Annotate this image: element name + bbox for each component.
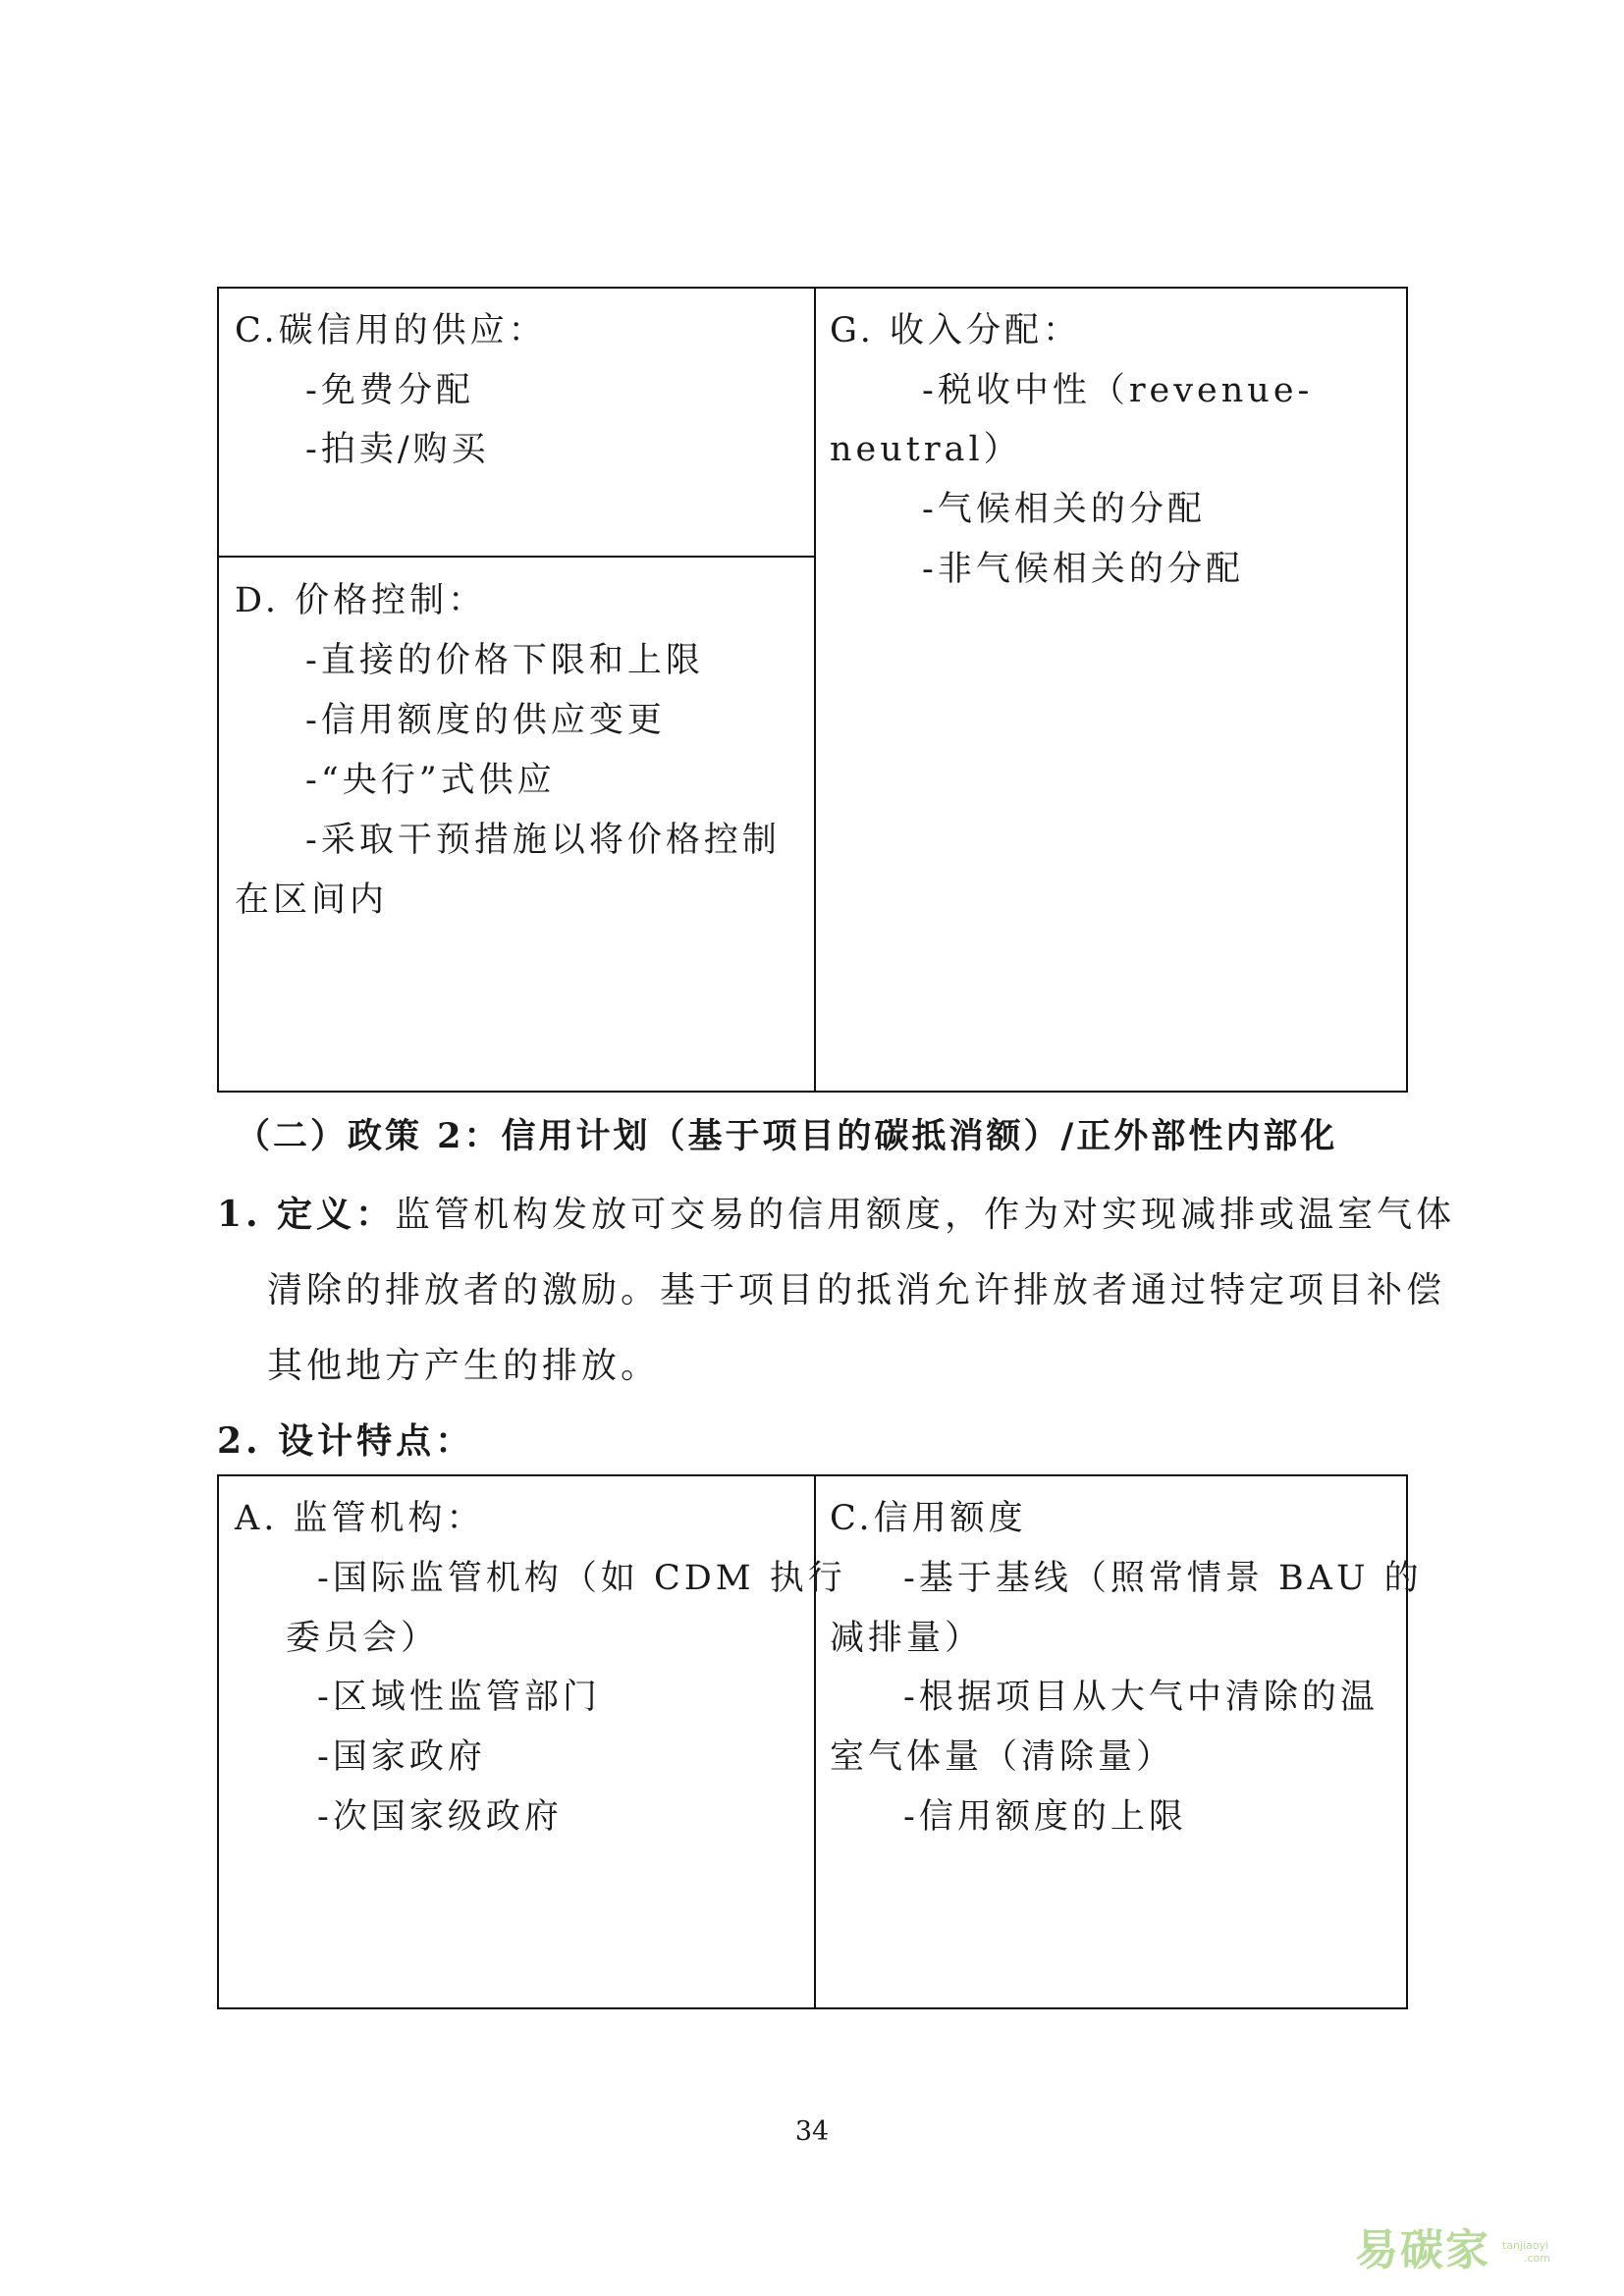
table-column-divider bbox=[814, 1476, 816, 2007]
cell-c2-item: -基于基线（照常情景 BAU 的 bbox=[903, 1559, 1423, 1598]
cell-a-item-continued: 委员会） bbox=[286, 1619, 440, 1658]
section-heading: （二）政策 2：信用计划（基于项目的碳抵消额）/正外部性内部化 bbox=[236, 1116, 1338, 1156]
cell-d-item: -直接的价格下限和上限 bbox=[305, 641, 704, 680]
cell-c2-item: -信用额度的上限 bbox=[903, 1797, 1187, 1837]
cell-d-item: -“央行”式供应 bbox=[305, 761, 556, 800]
cell-c-item: -免费分配 bbox=[305, 371, 474, 410]
watermark-main-text: 易碳家 bbox=[1355, 2225, 1490, 2275]
definition-label: 定义： bbox=[277, 1194, 396, 1235]
table-row-divider bbox=[219, 556, 815, 558]
page-number: 34 bbox=[794, 2116, 830, 2147]
cell-a-item: -国际监管机构（如 CDM 执行 bbox=[317, 1559, 846, 1598]
definition-line: 清除的排放者的激励。基于项目的抵消允许排放者通过特定项目补偿 bbox=[267, 1270, 1446, 1310]
definition-line: 其他地方产生的排放。 bbox=[267, 1346, 661, 1386]
design-features-heading: 2. 设计特点： bbox=[217, 1420, 475, 1462]
cell-g-item: -非气候相关的分配 bbox=[922, 550, 1244, 589]
cell-a-item: -国家政府 bbox=[317, 1737, 486, 1777]
cell-c2-item-continued: 减排量） bbox=[830, 1619, 984, 1658]
cell-d-item: -信用额度的供应变更 bbox=[305, 701, 666, 740]
watermark-domain-line: .com bbox=[1524, 2252, 1550, 2266]
table-column-divider bbox=[814, 289, 816, 1091]
cell-g-item: -气候相关的分配 bbox=[922, 490, 1206, 529]
cell-d-item-continued: 在区间内 bbox=[235, 881, 389, 920]
cell-g-title: G. 收入分配： bbox=[830, 311, 1081, 350]
site-watermark-logo bbox=[1355, 2227, 1591, 2282]
policy-design-table-2 bbox=[217, 1474, 1423, 2009]
cell-d-item: -采取干预措施以将价格控制 bbox=[305, 821, 781, 860]
cell-g-item-continued: neutral） bbox=[830, 430, 1022, 469]
cell-a-item: -区域性监管部门 bbox=[317, 1678, 601, 1717]
cell-c2-item-continued: 室气体量（清除量） bbox=[830, 1737, 1175, 1777]
policy-design-table-1 bbox=[217, 287, 1408, 1093]
cell-c-title: C.碳信用的供应： bbox=[235, 311, 547, 350]
cell-a-title: A. 监管机构： bbox=[235, 1499, 485, 1538]
cell-a-item: -次国家级政府 bbox=[317, 1797, 563, 1837]
definition-text: 监管机构发放可交易的信用额度，作为对实现减排或温室气体 bbox=[395, 1195, 1456, 1235]
cell-c2-title: C.信用额度 bbox=[830, 1499, 1027, 1538]
watermark-domain-line: tanjiaoyi bbox=[1502, 2239, 1549, 2252]
definition-first-line bbox=[217, 1194, 1456, 1235]
cell-g-item: -税收中性（revenue- bbox=[922, 371, 1314, 410]
cell-c-item: -拍卖/购买 bbox=[305, 430, 490, 469]
cell-c2-item: -根据项目从大气中清除的温 bbox=[903, 1678, 1379, 1717]
watermark-domain bbox=[1502, 2239, 1550, 2265]
cell-d-title: D. 价格控制： bbox=[235, 581, 487, 620]
list-number: 1. bbox=[217, 1194, 262, 1235]
